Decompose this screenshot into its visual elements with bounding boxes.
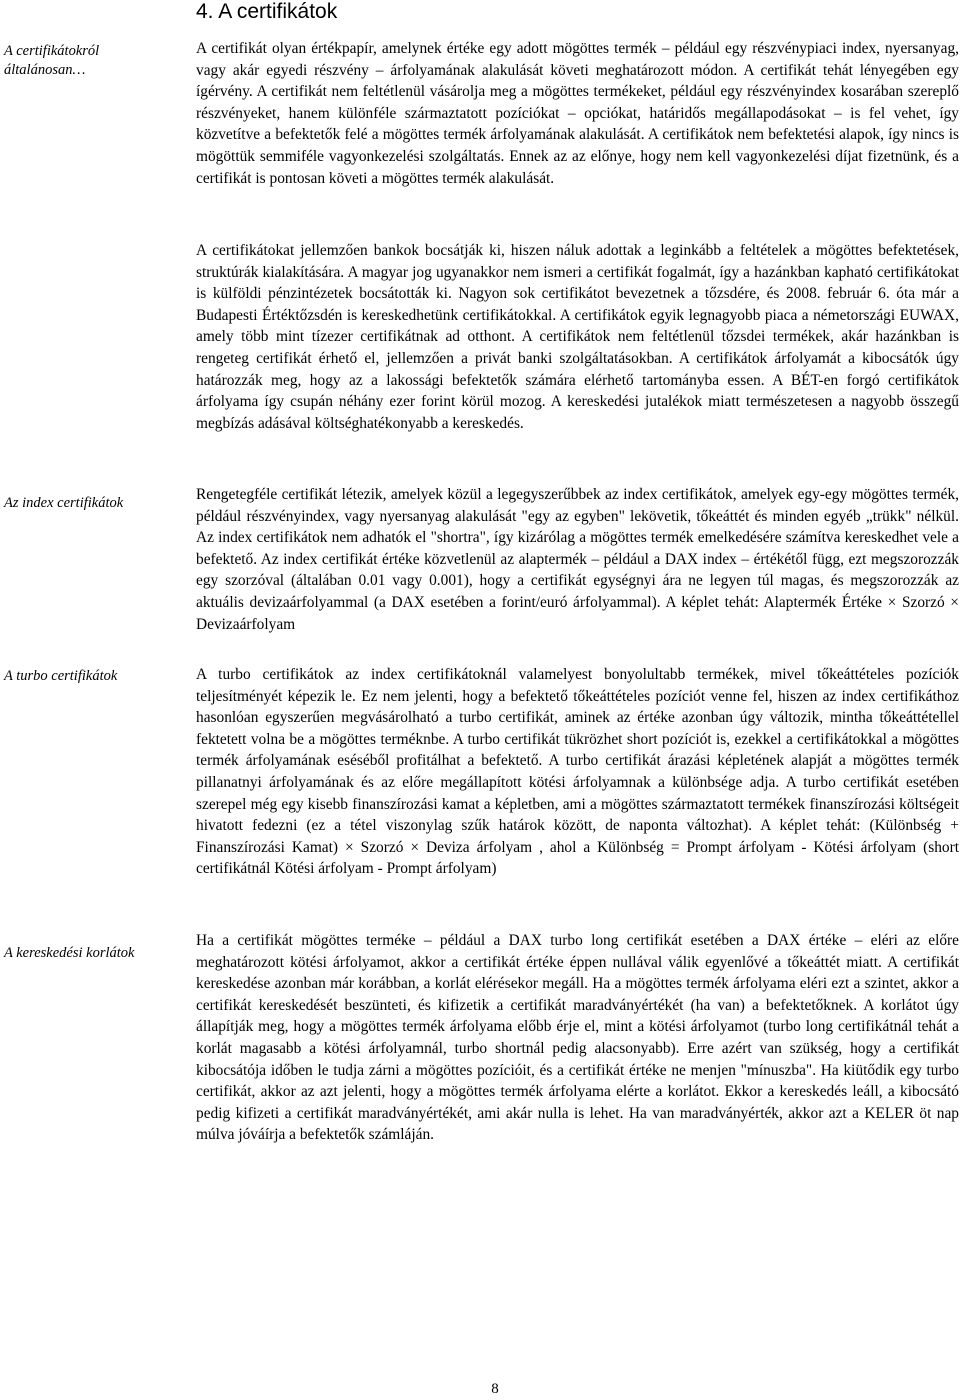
page-number: 8: [491, 1381, 499, 1397]
paragraph-general: A certifikát olyan értékpapír, amelynek értéke egy adott mögöttes termék – például egy részvénypiaci index, nyersanyag, vagy akár egyedi részvény – árfolyamának alakulását követi meghatározott módon. A certifikát tehát lényegében egy ígérvény. A certifikát nem feltétlenül vásárolja meg a mögöttes termékeket, például egy részvényindex kosarában szereplő részvényeket, hanem különféle származtatott pozíciókat – opciókat, határidős megállapodásokat – is fel vehet, így közvetítve a befektetők felé a mögöttes termék árfolyamának alakulását. A certifikátok nem befektetési alapok, így nincs is mögöttük semmiféle vagyonkezelési szolgáltatás. Ennek az az előnye, hogy nem kell vagyonkezelési díjat fizetnünk, és a certifikát is pontosan követi a mögöttes termék alakulását.: [196, 40, 959, 187]
margin-note-turbo-certificates: A turbo certifikátok: [4, 668, 118, 684]
paragraph-turbo-certificates: A turbo certifikátok az index certifikátoknál valamelyest bonyolultabb termékek, mivel tőkeáttételes pozíciók teljesítményét képezik le. Ez nem jelenti, hogy a befektető tőkeáttételes pozíciót venne fel, hiszen az index certifikáthoz hasonlóan egyszerűen megvásárolható a turbo certifikát, aminek az értéke azonban úgy változik, mintha tőkeáttétellel fektetett volna be a mögöttes terméknbe. A turbo certifikát tükrözhet short pozíciót is, ezekkel a certifikátokkal a mögöttes termék árfolyamának eséséből profitálhat a befektető. A turbo certifikát árazási képletének alapját a mögöttes termék pillanatnyi árfolyamának és az előre megállapított kötési árfolyamnak a különbsége adja. A turbo certifikát esetében szerepel még egy kisebb finanszírozási kamat a képletben, ami a mögöttes származtatott termékek finanszírozási költségeit hivatott fedezni (ez a tétel viszonylag szűk határok között, de naponta változhat). A képlet tehát: (Különbség + Finanszírozási Kamat) × Szorzó × Deviza árfolyam , ahol a Különbség = Prompt árfolyam - Kötési árfolyam (short certifikátnál Kötési árfolyam - Prompt árfolyam): [196, 666, 959, 878]
section-heading: 4. A certifikátok: [196, 0, 338, 23]
paragraph-trading-limits: Ha a certifikát mögöttes terméke – például a DAX turbo long certifikát esetében a DAX értéke – eléri az előre meghatározott kötési árfolyamot, akkor a certifikát értéke éppen nullával válik egyenlővé a tőkeáttét miatt. A certifikát kereskedése azonban már korábban, a korlát elérésekor megáll. Ha a mögöttes termék árfolyama eléri ezt a szintet, akkor a certifikát kereskedését beszünteti, és kifizetik a certifikát maradványértékét (ha van) a befektetőknek. A korlátot úgy állapítják meg, hogy a mögöttes termék árfolyama előbb érje el, mint a kötési árfolyamot (turbo long certifikátnál tehát a korlát magasabb a kötési árfolyamnál, turbo shortnál pedig alacsonyabb). Erre azért van szükség, hogy a certifikát kibocsátója időben le tudja zárni a mögöttes pozícióit, és a certifikát értéke ne menjen "mínuszba". Ha kiütődik egy turbo certifikát, akkor az azt jelenti, hogy a mögöttes termék árfolyama elérte a korlátot. Ekkor a kereskedés leáll, a kibocsátó pedig kifizeti a certifikát maradványértékét, ami akár nulla is lehet. Ha van maradványérték, akkor azt a KELER öt nap múlva jóváírja a befektetők számláján.: [196, 932, 959, 1144]
paragraph-index-certificates: Rengetegféle certifikát létezik, amelyek közül a legegyszerűbbek az index certifikátok, amelyek egy-egy mögöttes termék, például részvényindex, vagy nyersanyag alakulását "egy az egyben" lekövetik, tőkeáttét és minden egyéb „trükk" nélkül. Az index certifikátok nem adhatók el "shortra", így kizárólag a mögöttes termék emelkedésére számítva kereskedhet vele a befektető. Az index certifikát értéke közvetlenül az alaptermék – például a DAX index – értékétől függ, ezt megszorozzák egy szorzóval (általában 0.01 vagy 0.001), hogy a certifikát egységnyi ára ne legyen túl magas, és megszorozzák az aktuális devizaárfolyammal (a DAX esetében a forint/euró árfolyammal). A képlet tehát: Alaptermék Értéke × Szorzó × Devizaárfolyam: [196, 486, 959, 633]
margin-note-index-certificates: Az index certifikátok: [4, 495, 124, 511]
margin-note-general: A certifikátokról általánosan…: [4, 43, 100, 78]
paragraph-issuers: A certifikátokat jellemzően bankok bocsátják ki, hiszen náluk adottak a leginkább a feltételek a mögöttes befektetések, struktúrák kialakítására. A magyar jog ugyanakkor nem ismeri a certifikát fogalmát, így a hazánkban kapható certifikátokat is külföldi pénzintézetek bocsátották ki. Nagyon sok certifikátot bevezetnek a tőzsdére, és 2008. február 6. óta már a Budapesti Értéktőzsdén is kereskedhetünk certifikátokkal. A certifikátok egyik legnagyobb piaca a németországi EUWAX, amely több mint tízezer certifikátnak ad otthont. A certifikátok nem feltétlenül tőzsdei termékek, akár hazánkban is rengeteg certifikát érhető el, jellemzően a privát banki szolgáltatásokban. A certifikátok árfolyamát a kibocsátók úgy határozzák meg, hogy az a lakossági befektetők számára elérhető tartományba essen. A BÉT-en forgó certifikátok árfolyama így csupán néhány ezer forint körül mozog. A kereskedési jutalékok miatt természetesen a nagyobb összegű megbízás adásával költséghatékonyabb a kereskedés.: [196, 242, 959, 432]
margin-note-trading-limits: A kereskedési korlátok: [4, 945, 135, 961]
